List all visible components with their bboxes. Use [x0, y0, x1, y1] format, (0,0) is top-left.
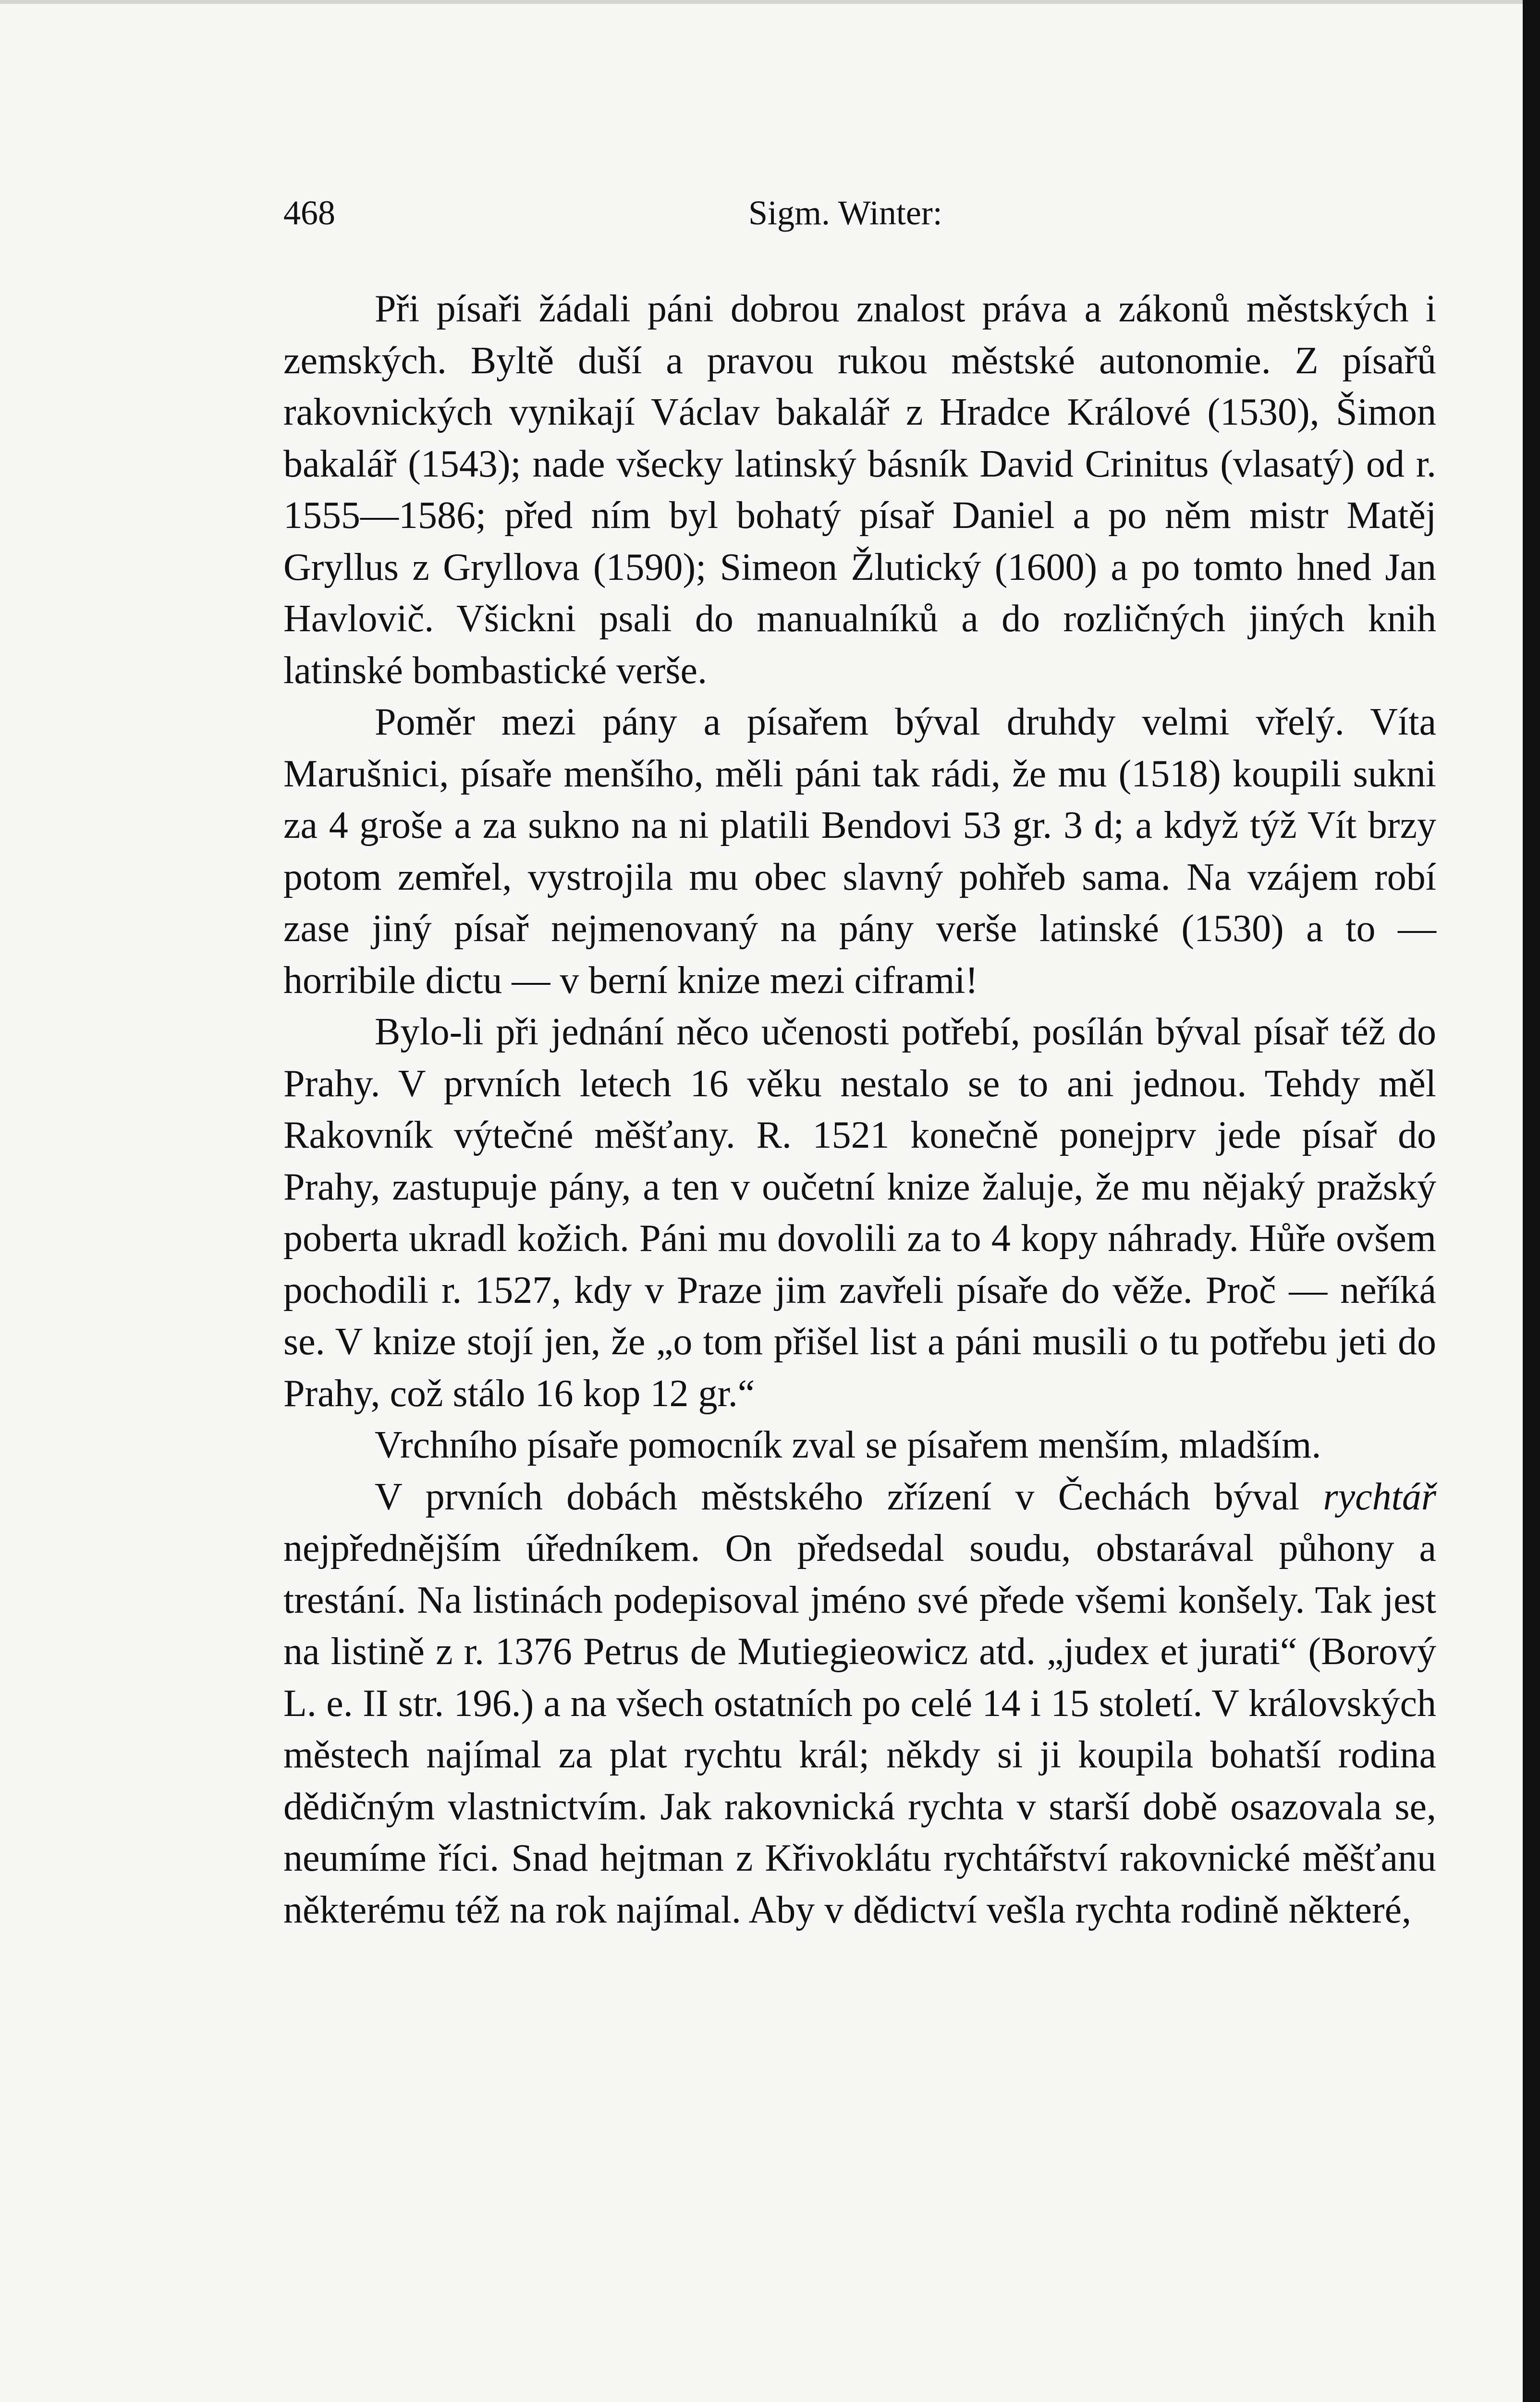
page-top-edge [0, 0, 1540, 4]
running-head: Sigm. Winter: [748, 194, 942, 232]
rychtar-text: nejpřednějším úředníkem. On předsedal soudu, obstarával půhony a trestání. Na listinách podepisoval jméno své přede všemi konšely. Tak jest na listině z r. 1376 Petrus de Mutiegieowicz atd. „judex et jurati“ (Borový L. e. II str. 196.) a na všech ostatních po celé 14 i 15 století. V královských městech najímal za plat rychtu král; někdy si ji koupila bohatší rodina dědičným vlastnictvím. Jak rakovnická rychta v starší době osazovala se, neumíme říci. Snad hejtman z Křivoklátu rychtářství rakovnické měšťanu některému též na rok najímal. Aby v dědictví vešla rychta rodině některé, [283, 1527, 1436, 1931]
paragraph-junior-scribe: Vrchního písaře pomocník zval se písařem menším, mladším. [375, 1424, 1321, 1466]
scan-binding-edge [1523, 0, 1540, 2402]
paragraph-rychtar [283, 1471, 1436, 1936]
paragraph-scribes-knowledge: Při písaři žádali páni dobrou znalost práva a zákonů městských i zemských. Byltě duší a pravou rukou městské autonomie. Z písařů rakovnických vynikají Václav bakalář z Hradce Králové (1530), Šimon bakalář (1543); nade všecky latinský básník David Crinitus (vlasatý) od r. 1555—1586; před ním byl bohatý písař Daniel a po něm mistr Matěj Gryllus z Gryllova (1590); Simeon Žlutický (1600) a po tomto hned Jan Havlovič. Všickni psali do manualníků a do rozličných jiných knih latinské bombastické verše. [283, 288, 1436, 692]
body-text [283, 283, 1436, 1936]
paragraph-scribes-relations: Poměr mezi pány a písařem býval druhdy velmi vřelý. Víta Marušnici, písaře menšího, měli páni tak rádi, že mu (1518) koupili sukni za 4 groše a za sukno na ni platili Bendovi 53 gr. 3 d; a když týž Vít brzy potom zemřel, vystrojila mu obec slavný pohřeb sama. Na vzájem robí zase jiný písař nejmenovaný na pány verše latinské (1530) a to — horribile dictu — v berní knize mezi ciframi! [283, 701, 1436, 1002]
paragraph-scribes-prague: Bylo-li při jednání něco učenosti potřebí, posílán býval písař též do Prahy. V prvních letech 16 věku nestalo se to ani jednou. Tehdy měl Rakovník výtečné měšťany. R. 1521 konečně ponejprv jede písař do Prahy, zastupuje pány, a ten v oučetní knize žaluje, že mu nějaký pražský poberta ukradl kožich. Páni mu dovolili za to 4 kopy náhrady. Hůře ovšem pochodili r. 1527, kdy v Praze jim zavřeli písaře do věže. Proč — neříká se. V knize stojí jen, že „o tom přišel list a páni musili o tu potřebu jeti do Prahy, což stálo 16 kop 12 gr.“ [283, 1011, 1436, 1415]
rychtar-term: rychtář [1323, 1475, 1437, 1518]
page-number: 468 [283, 194, 335, 232]
page-header [283, 186, 1436, 239]
rychtar-lead: V prvních dobách městského zřízení v Čechách býval [375, 1475, 1300, 1518]
